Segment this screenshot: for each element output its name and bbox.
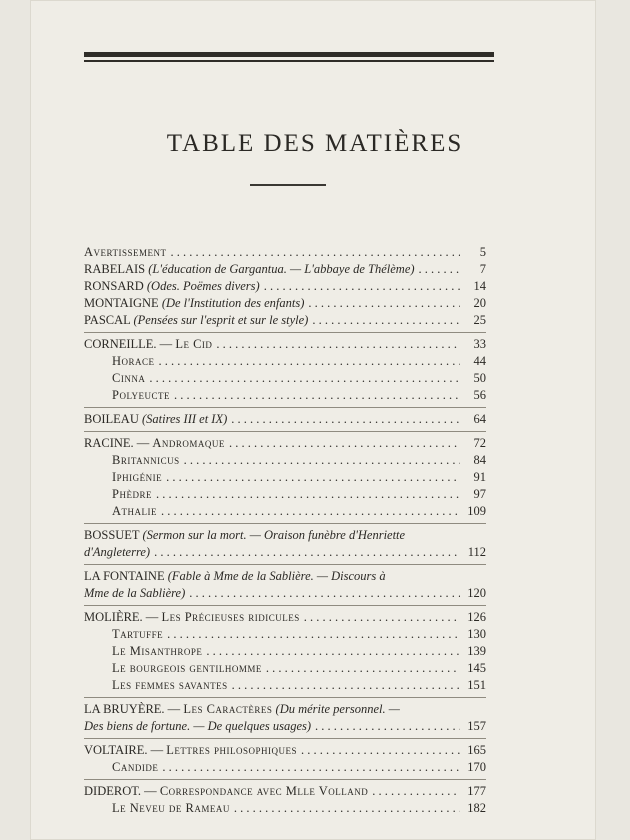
- page-number: 91: [473, 470, 486, 484]
- toc-entry: [84, 435, 486, 452]
- author-name: VOLTAIRE. —: [84, 743, 164, 757]
- page-number: 126: [467, 610, 486, 624]
- leader-dots: [315, 718, 460, 735]
- section-divider: [84, 605, 486, 606]
- page-number: 50: [473, 371, 486, 385]
- page-number: 20: [473, 296, 486, 310]
- page-number: 109: [467, 504, 486, 518]
- entry-note: (Fable à Mme de la Sablière. — Discours à: [167, 569, 386, 583]
- page-number: 33: [473, 337, 486, 351]
- entry-label: [84, 435, 225, 452]
- entry-note: (Pensées sur l'esprit et sur le style): [133, 313, 309, 327]
- toc-subentry: [84, 626, 486, 643]
- leader-dots: [419, 261, 460, 278]
- section-divider: [84, 407, 486, 408]
- leader-dots: [161, 503, 460, 520]
- leader-dots: [174, 387, 460, 404]
- toc-subentry: [84, 643, 486, 660]
- entry-label: [84, 568, 486, 585]
- leader-dots: [171, 244, 461, 261]
- page-number: 14: [473, 279, 486, 293]
- page-number: 7: [479, 262, 486, 276]
- leader-dots: [156, 486, 460, 503]
- leader-dots: [159, 353, 460, 370]
- leader-dots: [372, 783, 460, 800]
- entry-label: [84, 783, 368, 800]
- work-title: Correspondance avec Mlle Volland: [159, 784, 369, 798]
- section-divider: [84, 738, 486, 739]
- toc-entry-continuation: [84, 718, 486, 735]
- author-name: LA FONTAINE: [84, 569, 165, 583]
- toc-entry: [84, 527, 486, 544]
- toc-entry: [84, 312, 486, 329]
- leader-dots: [149, 370, 460, 387]
- entry-label: [84, 609, 300, 626]
- entry-label: [84, 742, 297, 759]
- toc-subentry: [84, 759, 486, 776]
- author-name: MOLIÈRE. —: [84, 610, 159, 624]
- toc-entry: [84, 278, 486, 295]
- author-name: LA BRUYÈRE. —: [84, 702, 181, 716]
- page-number: 157: [467, 719, 486, 733]
- toc-subentry: [84, 660, 486, 677]
- work-title: Tartuffe: [112, 627, 164, 641]
- page-number: 145: [467, 661, 486, 675]
- toc-subentry: [84, 503, 486, 520]
- leader-dots: [167, 626, 460, 643]
- top-rule-thick: [84, 52, 494, 57]
- leader-dots: [166, 469, 460, 486]
- work-title: Cinna: [112, 371, 146, 385]
- leader-dots: [234, 800, 460, 817]
- author-name: RABELAIS: [84, 262, 146, 276]
- section-divider: [84, 523, 486, 524]
- toc-entry: [84, 295, 486, 312]
- entry-label: Avertissement: [84, 245, 167, 259]
- toc-subentry: [84, 387, 486, 404]
- work-title: Le bourgeois gentilhomme: [112, 661, 262, 675]
- title-underline: [250, 184, 326, 186]
- toc-entry: [84, 783, 486, 800]
- leader-dots: [162, 759, 460, 776]
- top-rule-thin: [84, 60, 494, 62]
- top-double-rule: [84, 52, 494, 66]
- entry-note-continued: Des biens de fortune. — De quelques usages): [84, 719, 312, 733]
- work-title: Athalie: [112, 504, 158, 518]
- page-number: 120: [467, 586, 486, 600]
- entry-note: (L'éducation de Gargantua. — L'abbaye de Thélème): [148, 262, 415, 276]
- entry-label: [84, 295, 304, 312]
- author-name: BOSSUET: [84, 528, 140, 542]
- entry-note: (De l'Institution des enfants): [161, 296, 305, 310]
- leader-dots: [229, 435, 460, 452]
- leader-dots: [184, 452, 460, 469]
- page-number: 64: [473, 412, 486, 426]
- leader-dots: [232, 677, 460, 694]
- page-number: 97: [473, 487, 486, 501]
- section-divider: [84, 564, 486, 565]
- toc-entry: [84, 411, 486, 428]
- work-title: Britannicus: [112, 453, 180, 467]
- toc-subentry: [84, 370, 486, 387]
- author-name: RONSARD: [84, 279, 144, 293]
- work-title: Les Précieuses ridicules: [161, 610, 300, 624]
- page-title: TABLE DES MATIÈRES: [166, 130, 464, 157]
- author-name: MONTAIGNE: [84, 296, 159, 310]
- leader-dots: [154, 544, 460, 561]
- entry-note: (Sermon sur la mort. — Oraison funèbre d'Henriette: [142, 528, 406, 542]
- toc-subentry: [84, 452, 486, 469]
- page-number: 139: [467, 644, 486, 658]
- entry-note: (Odes. Poëmes divers): [146, 279, 260, 293]
- leader-dots: [206, 643, 460, 660]
- leader-dots: [264, 278, 460, 295]
- entry-label: [84, 261, 415, 278]
- toc-subentry: [84, 677, 486, 694]
- author-name: PASCAL: [84, 313, 131, 327]
- page-number: 25: [473, 313, 486, 327]
- toc-entry: [84, 609, 486, 626]
- work-title: Lettres philosophiques: [166, 743, 297, 757]
- toc-subentry: [84, 800, 486, 817]
- leader-dots: [231, 411, 460, 428]
- toc-entry: [84, 336, 486, 353]
- work-title: Le Neveu de Rameau: [112, 801, 230, 815]
- section-divider: [84, 431, 486, 432]
- work-title: Iphigénie: [112, 470, 163, 484]
- section-divider: [84, 697, 486, 698]
- page-number: 130: [467, 627, 486, 641]
- section-divider: [84, 332, 486, 333]
- author-name: CORNEILLE. —: [84, 337, 173, 351]
- work-title: Le Cid: [175, 337, 213, 351]
- page-number: 182: [467, 801, 486, 815]
- work-title: Le Misanthrope: [112, 644, 203, 658]
- page-number: 44: [473, 354, 486, 368]
- toc-entry: [84, 261, 486, 278]
- leader-dots: [304, 609, 460, 626]
- section-divider: [84, 779, 486, 780]
- page-number: 5: [479, 245, 486, 259]
- entry-note-continued: d'Angleterre): [84, 545, 151, 559]
- page-number: 56: [473, 388, 486, 402]
- page-number: 165: [467, 743, 486, 757]
- toc-subentry: [84, 469, 486, 486]
- page-number: 151: [467, 678, 486, 692]
- toc-subentry: [84, 353, 486, 370]
- toc-entry-continuation: [84, 544, 486, 561]
- entry-label: [84, 411, 227, 428]
- leader-dots: [308, 295, 460, 312]
- author-name: DIDEROT. —: [84, 784, 157, 798]
- toc-entry: [84, 742, 486, 759]
- page-number: 170: [467, 760, 486, 774]
- toc-entry-continuation: [84, 585, 486, 602]
- entry-note: (Du mérite personnel. —: [275, 702, 400, 716]
- page-number: 72: [473, 436, 486, 450]
- entry-note: (Satires III et IX): [141, 412, 228, 426]
- entry-label: [84, 278, 260, 295]
- work-title: Phèdre: [112, 487, 152, 501]
- work-title: Horace: [112, 354, 155, 368]
- work-title: Les femmes savantes: [112, 678, 228, 692]
- work-title: Polyeucte: [112, 388, 171, 402]
- work-title: Andromaque: [152, 436, 225, 450]
- leader-dots: [189, 585, 460, 602]
- page-number: 112: [467, 545, 486, 559]
- page-number: 177: [467, 784, 486, 798]
- entry-label: [84, 336, 212, 353]
- toc-entry: [84, 244, 486, 261]
- page-number: 84: [473, 453, 486, 467]
- author-name: BOILEAU: [84, 412, 139, 426]
- leader-dots: [301, 742, 460, 759]
- table-of-contents: [84, 244, 486, 817]
- toc-entry: [84, 568, 486, 585]
- work-title: Candide: [112, 760, 159, 774]
- toc-entry: [84, 701, 486, 718]
- toc-subentry: [84, 486, 486, 503]
- leader-dots: [216, 336, 460, 353]
- entry-note-continued: Mme de la Sablière): [84, 586, 186, 600]
- leader-dots: [312, 312, 460, 329]
- entry-label: [84, 527, 486, 544]
- work-title: Les Caractères: [183, 702, 273, 716]
- leader-dots: [266, 660, 460, 677]
- entry-label: [84, 701, 486, 718]
- entry-label: [84, 312, 308, 329]
- author-name: RACINE. —: [84, 436, 150, 450]
